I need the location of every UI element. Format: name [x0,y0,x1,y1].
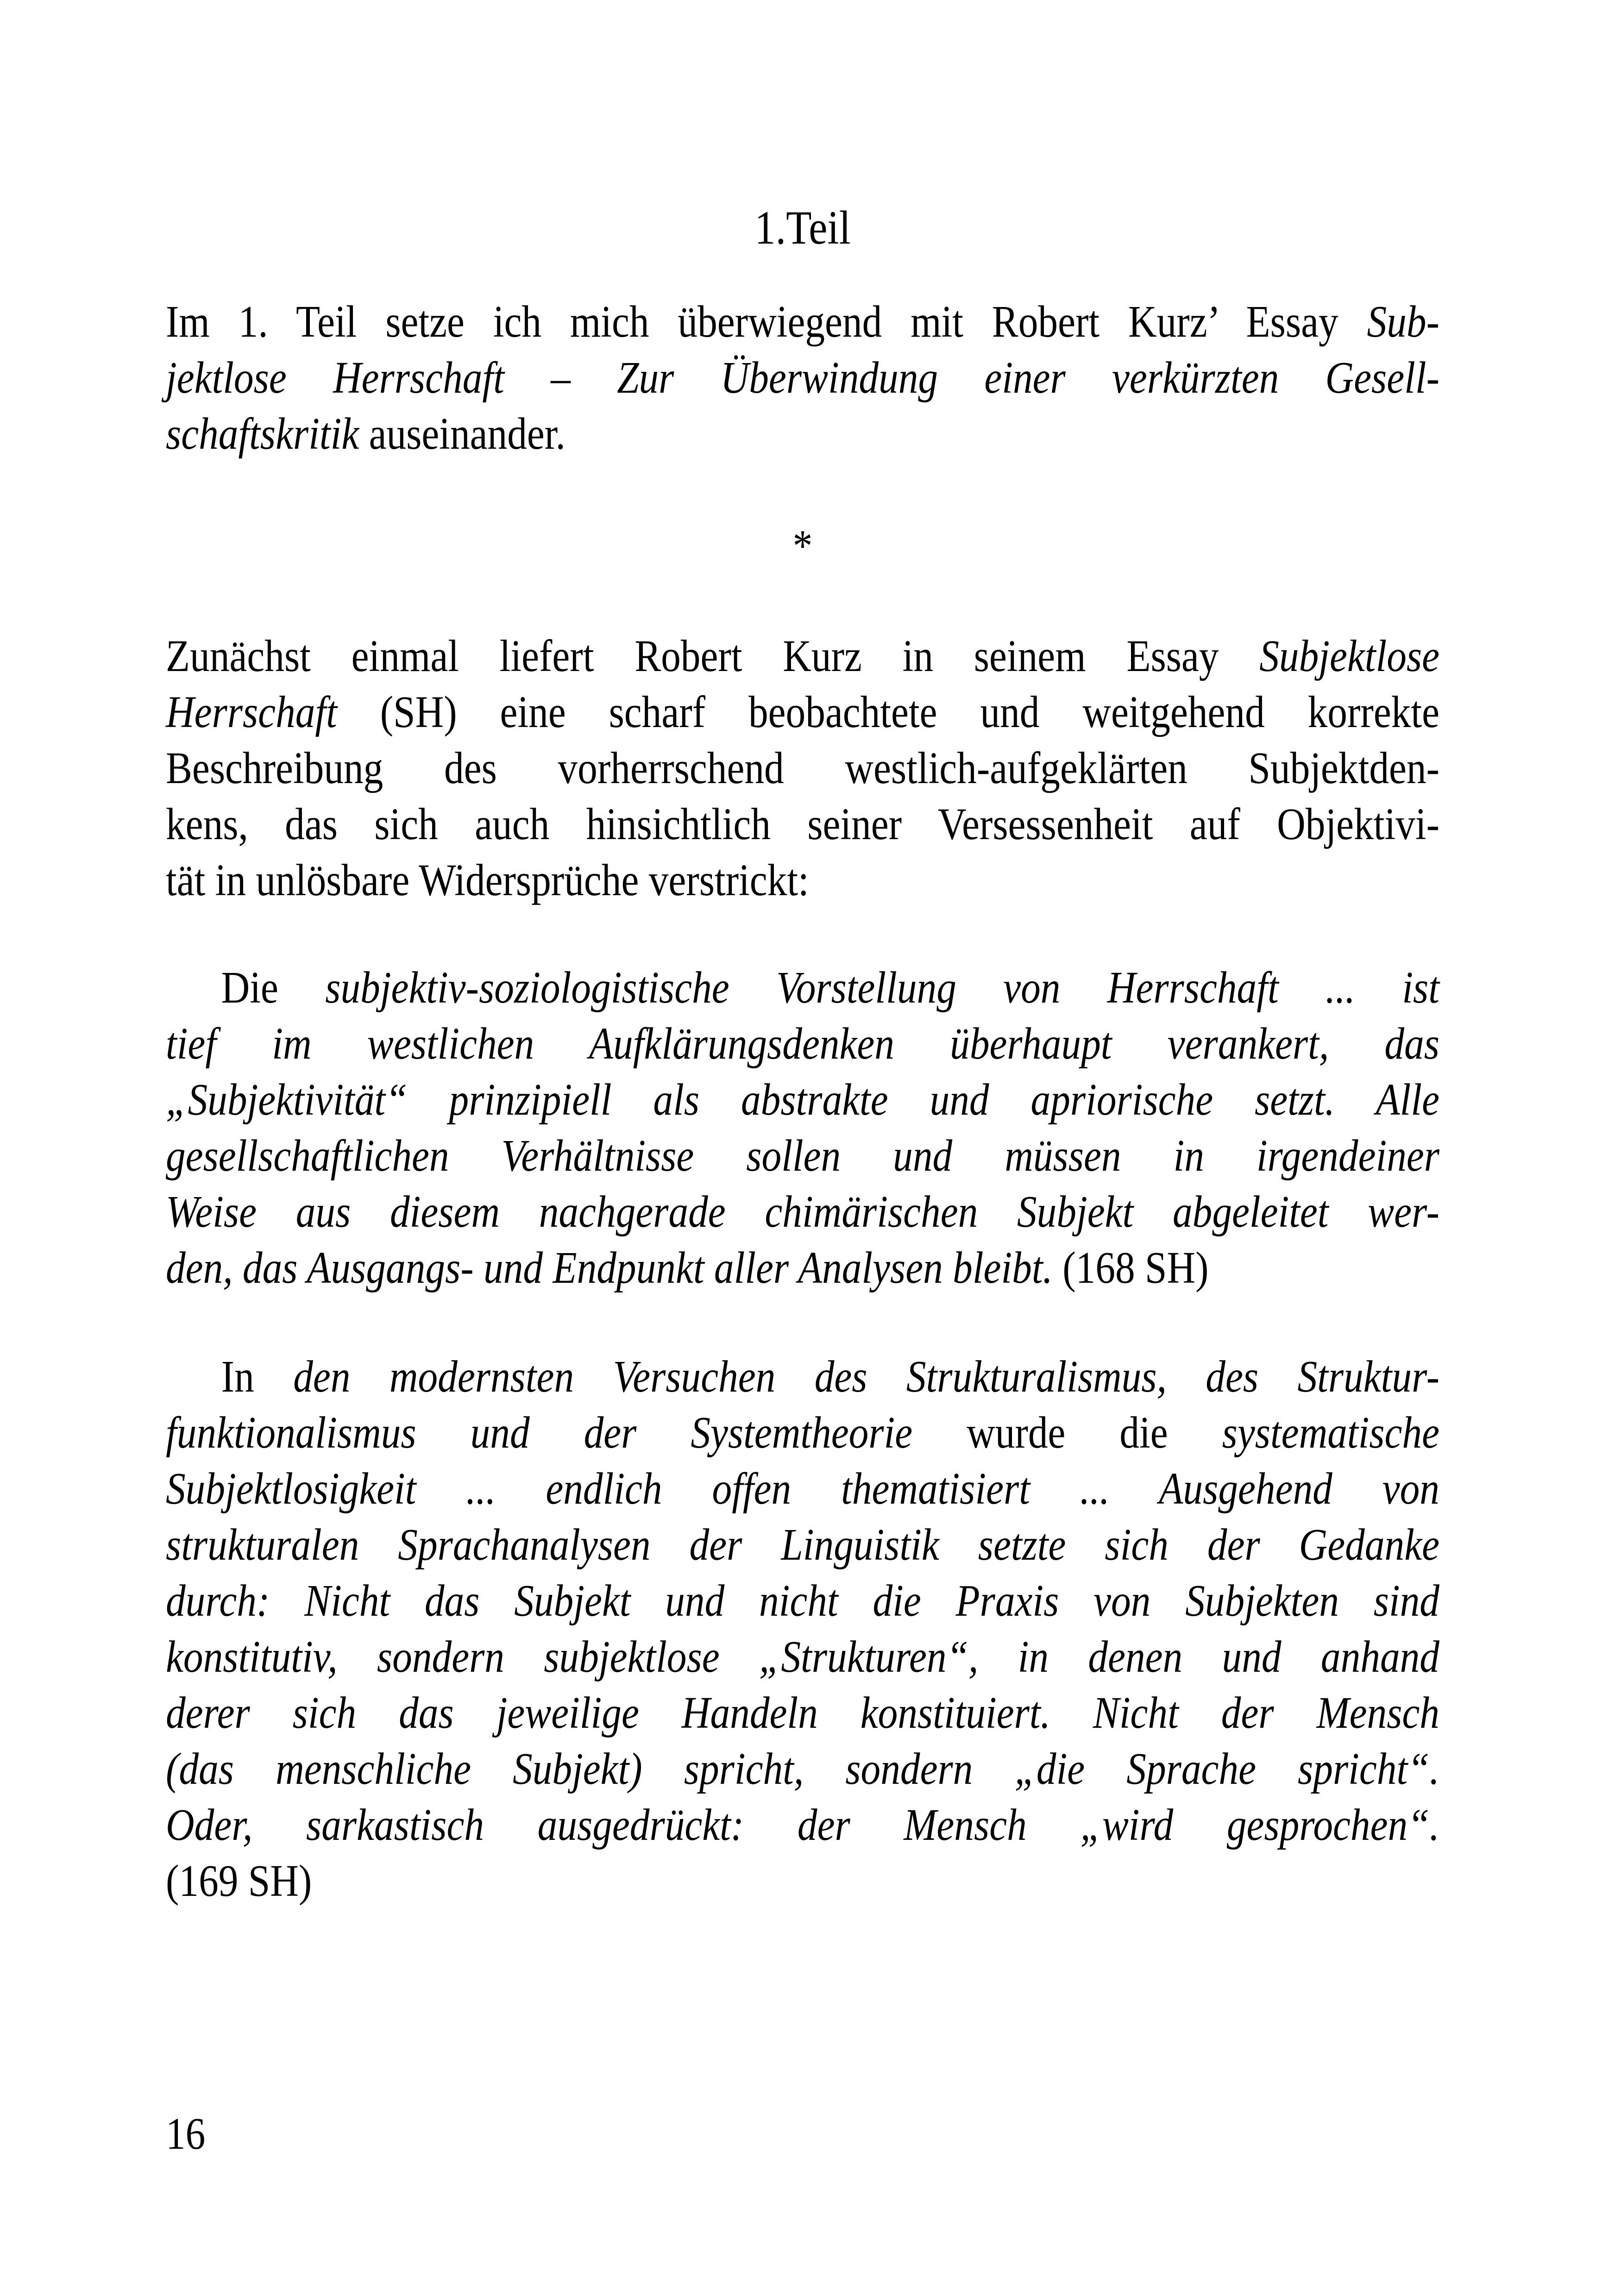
blockquote-168-sh [166,960,1439,1296]
roman-text-segment: (168 SH) [1052,1243,1209,1292]
section-separator-asterisk: * [792,521,813,571]
text-line [166,796,1439,852]
roman-text-segment: Die [221,963,326,1012]
text-line [166,960,1439,1016]
italic-text-segment: Herrschaft [166,687,337,737]
text-line [166,1573,1439,1629]
italic-text-segment: den, das Ausgangs- und Endpunkt aller Analysen bleibt. [166,1243,1053,1292]
italic-text-segment: Oder, sarkastisch ausgedrückt: der Mensch „wird gesprochen“. [166,1800,1439,1850]
italic-text-segment: den modernsten Versuchen des Strukturalismus, des Struktur- [293,1352,1440,1401]
roman-text-segment: tät in unlösbare Widersprüche verstrickt: [166,855,809,905]
text-line [166,1016,1439,1072]
text-line [166,684,1439,740]
text-line [166,628,1439,684]
text-line [166,1853,1439,1909]
roman-text-segment: (SH) eine scharf beobachtete und weitgehend korrekte [337,687,1439,737]
roman-text-segment: In [221,1352,294,1401]
text-line [166,1461,1439,1517]
italic-text-segment: (das menschliche Subjekt) spricht, sondern „die Sprache spricht“. [166,1744,1439,1794]
section-heading: 1.Teil [754,201,851,254]
text-line [166,1240,1439,1296]
text-line [166,740,1439,796]
text-line [166,1741,1439,1797]
text-line [166,1405,1439,1461]
italic-text-segment: konstitutiv, sondern subjektlose „Strukturen“, in denen und anhand [166,1632,1439,1681]
italic-text-segment: funktionalismus und der Systemtheorie [166,1408,913,1457]
paragraph-intro [166,294,1439,462]
roman-text-segment: Im 1. Teil setze ich mich überwiegend mit Robert Kurz’ Essay [166,297,1367,346]
italic-text-segment: subjektiv-soziologistische Vorstellung von Herrschaft ... ist [325,963,1439,1012]
roman-text-segment: (169 SH) [166,1856,312,1906]
italic-text-segment: schaftskritik [166,409,359,458]
italic-text-segment: Weise aus diesem nachgerade chimärischen Subjekt abgeleitet wer- [166,1187,1439,1236]
roman-text-segment: Beschreibung des vorherrschend westlich-aufgeklärten Subjektden- [166,743,1439,793]
text-line [166,406,1439,462]
italic-text-segment: Sub- [1367,297,1439,346]
text-line [166,294,1439,350]
italic-text-segment: systematische [1222,1408,1439,1457]
italic-text-segment: derer sich das jeweilige Handeln konstituiert. Nicht der Mensch [166,1688,1439,1738]
text-line [166,1517,1439,1573]
text-line [166,1128,1439,1184]
text-line [166,1349,1439,1405]
text-line [166,350,1439,406]
roman-text-segment: auseinander. [359,409,565,458]
text-line [166,1797,1439,1853]
italic-text-segment: tief im westlichen Aufklärungsdenken überhaupt verankert, das [166,1019,1439,1068]
text-line [166,1184,1439,1240]
italic-text-segment: strukturalen Sprachanalysen der Linguistik setzte sich der Gedanke [166,1520,1439,1569]
paragraph-body [166,628,1439,908]
italic-text-segment: „Subjektivität“ prinzipiell als abstrakte und apriorische setzt. Alle [166,1075,1439,1124]
text-line [166,852,1439,908]
page-number: 16 [166,2109,206,2158]
italic-text-segment: jektlose Herrschaft – Zur Überwindung einer verkürzten Gesell- [166,353,1439,402]
text-line [166,1629,1439,1685]
italic-text-segment: gesellschaftlichen Verhältnisse sollen und müssen in irgendeiner [166,1131,1439,1180]
text-line [166,1072,1439,1128]
italic-text-segment: Subjektlosigkeit ... endlich offen thematisiert ... Ausgehend von [166,1464,1439,1513]
italic-text-segment: durch: Nicht das Subjekt und nicht die Praxis von Subjekten sind [166,1576,1439,1625]
roman-text-segment: Zunächst einmal liefert Robert Kurz in seinem Essay [166,631,1260,681]
blockquote-169-sh [166,1349,1439,1909]
roman-text-segment: kens, das sich auch hinsichtlich seiner Versessenheit auf Objektivi- [166,799,1439,849]
text-line [166,1685,1439,1741]
roman-text-segment: wurde die [912,1408,1222,1457]
italic-text-segment: Subjektlose [1259,631,1439,681]
